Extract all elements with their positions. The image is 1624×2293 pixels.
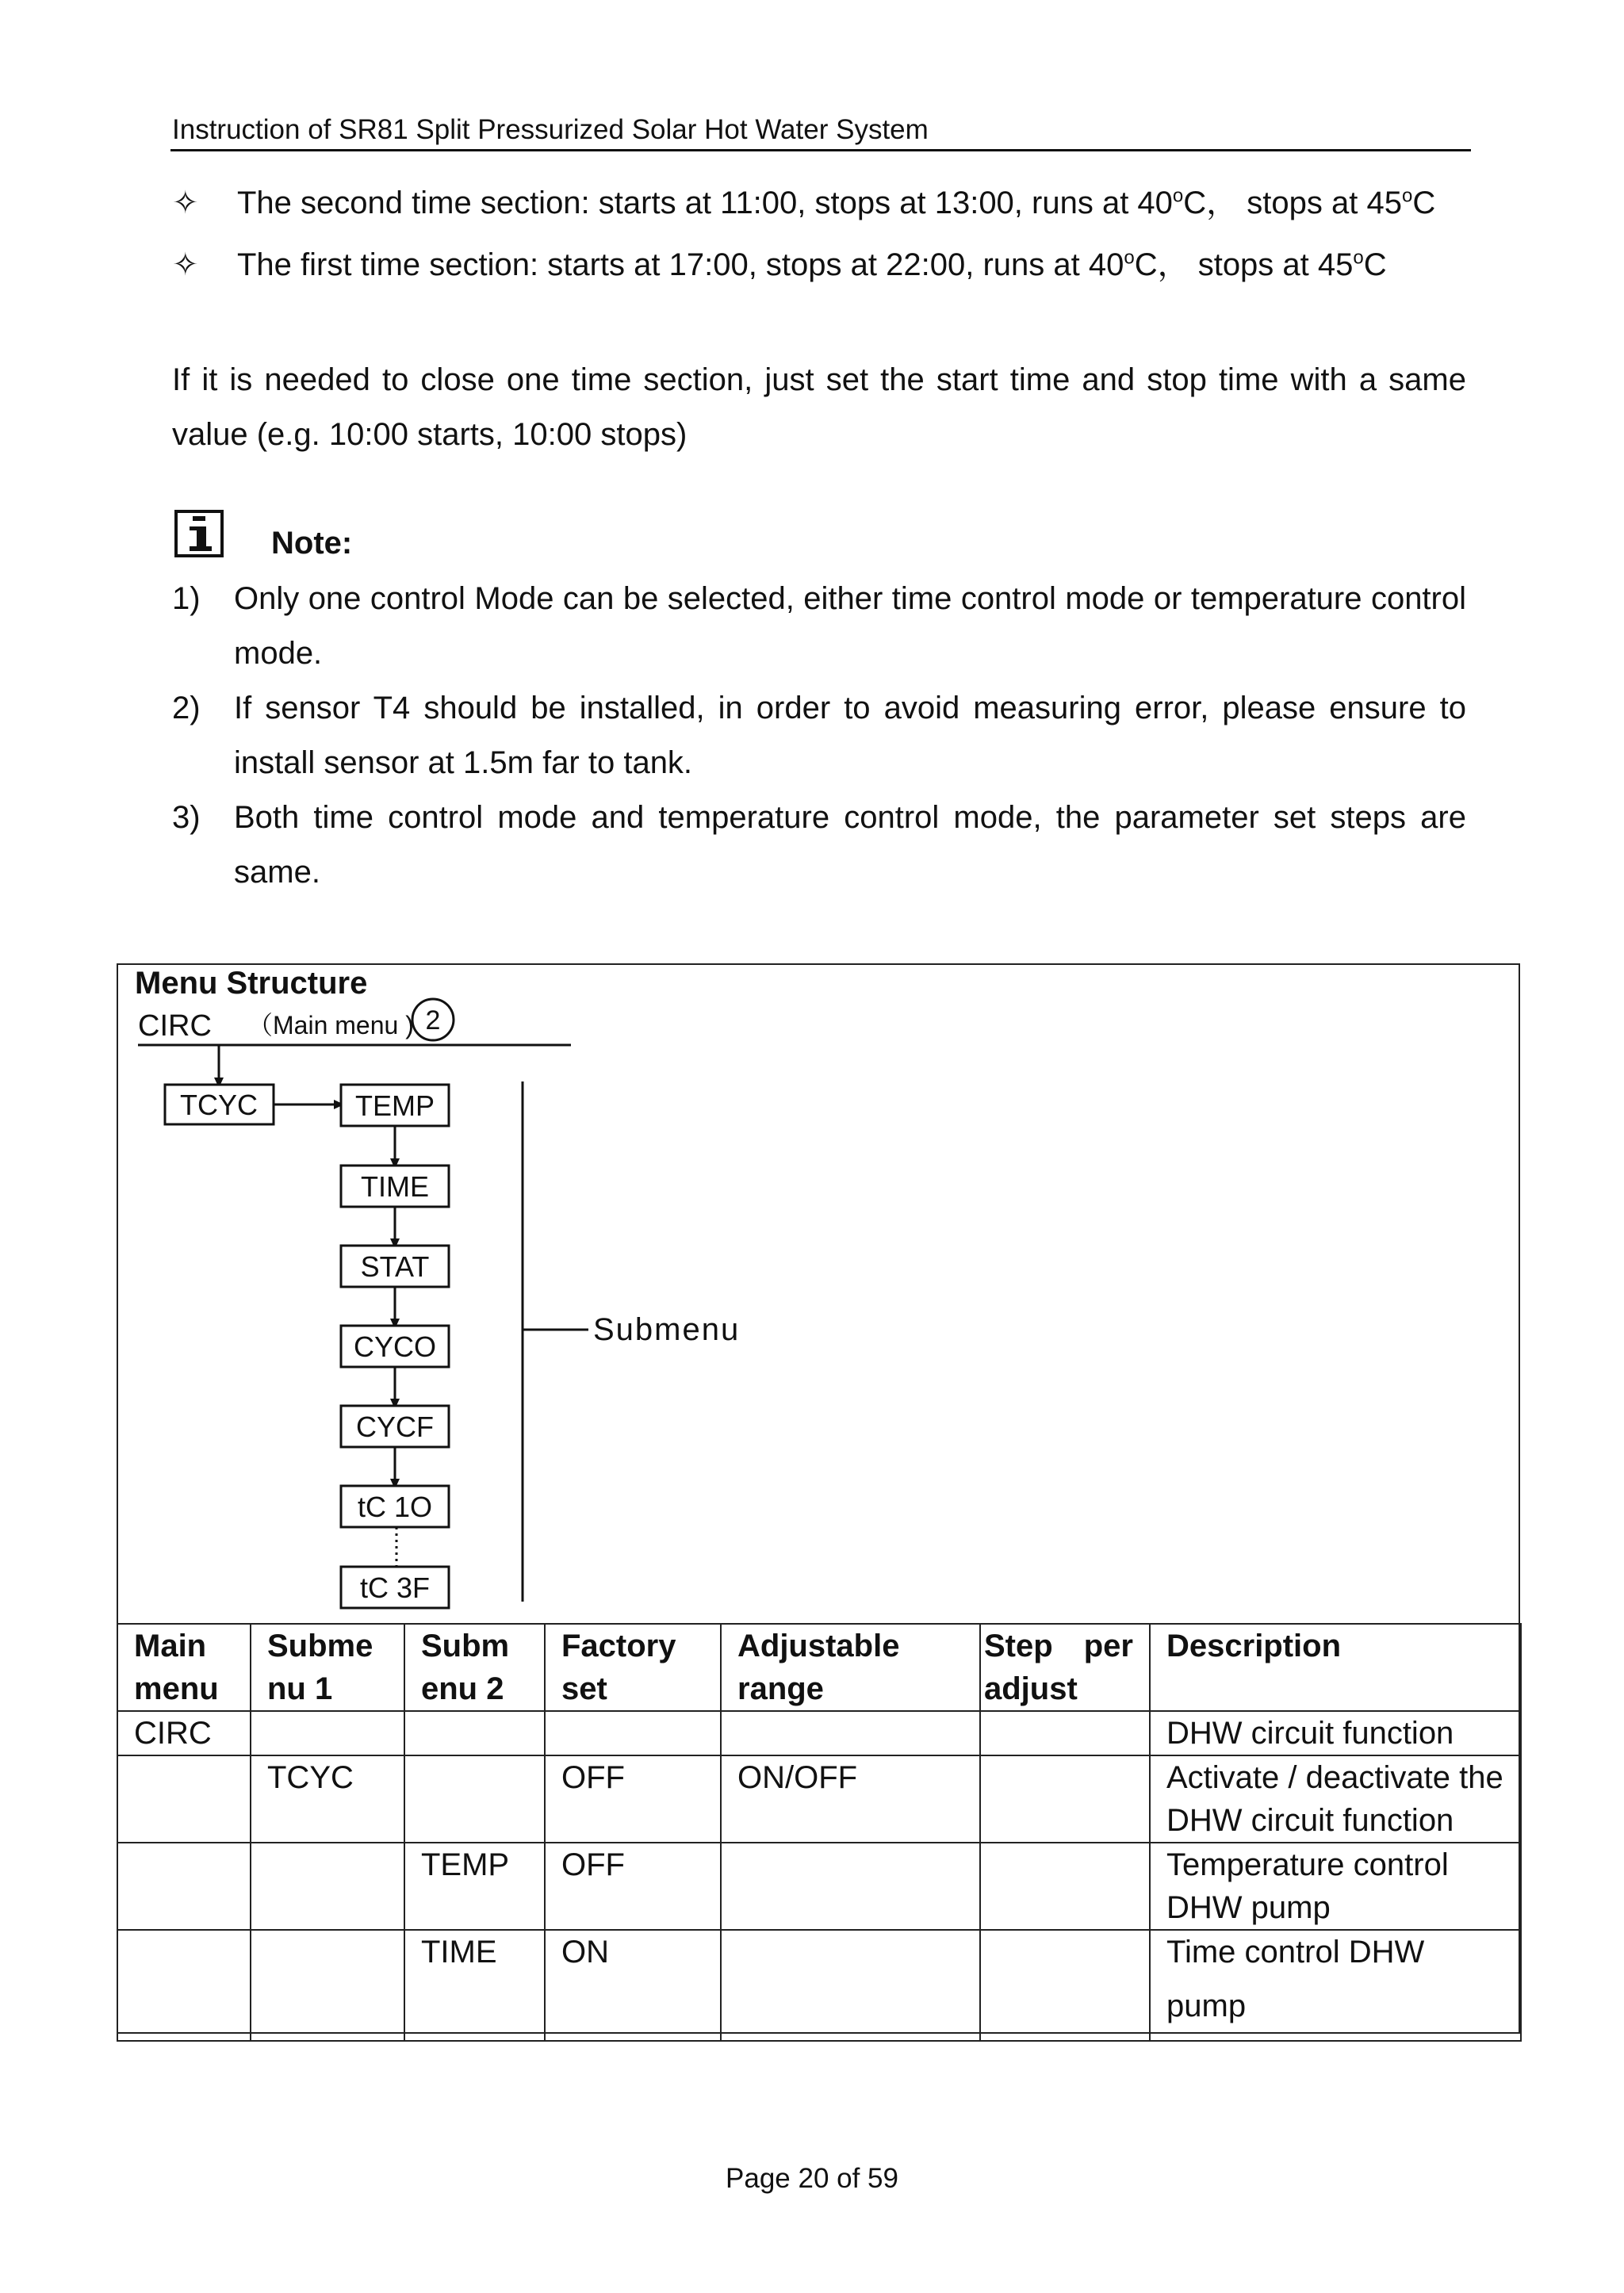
table-row: CIRC DHW circuit function xyxy=(117,1711,1521,1755)
tcyc-label: TCYC xyxy=(180,1089,258,1121)
svg-text:STAT: STAT xyxy=(360,1250,430,1283)
bullet-text: The second time section: starts at 11:00, stops at 13:00, runs at 40$^o$C， stops at 45$^o$C xyxy=(237,185,1436,220)
table-row: TIME ON Time control DHW pump xyxy=(117,1930,1521,2041)
menu-structure-title: Menu Structure xyxy=(135,966,368,1001)
table-header-row xyxy=(117,1624,1521,1711)
header-main-menu: Main menu xyxy=(117,1624,251,1711)
bullet-text: The first time section: starts at 17:00, stops at 22:00, runs at 40$^o$C， stops at 45$^o$C xyxy=(237,247,1387,282)
header-factory-set: Factory set xyxy=(545,1624,721,1711)
svg-text:CYCO: CYCO xyxy=(353,1330,437,1363)
submenu-item xyxy=(341,1486,449,1527)
note-item-3: 3) Both time control mode and temperature control mode, the parameter set steps are same. xyxy=(172,800,1466,890)
svg-text:TEMP: TEMP xyxy=(354,1089,435,1122)
header-description: Description xyxy=(1150,1624,1521,1711)
svg-text:CYCF: CYCF xyxy=(356,1411,434,1443)
parameter-table xyxy=(117,1623,1522,2042)
table-row: TEMP OFF Temperature control DHW pump xyxy=(117,1843,1521,1930)
header-adjustable-range: Adjustable range xyxy=(721,1624,980,1711)
table-row: TCYC OFF ON/OFF Activate / deactivate the DHW circuit function xyxy=(117,1755,1521,1843)
note-item-1: 1) Only one control Mode can be selected, either time control mode or temperature control mode. xyxy=(172,581,1466,671)
submenu-item xyxy=(341,1406,449,1447)
page-number: Page 20 of 59 xyxy=(726,2163,898,2194)
note-title: Note: xyxy=(271,526,353,561)
header-submenu-2: Subm enu 2 xyxy=(404,1624,545,1711)
submenu-item xyxy=(341,1246,449,1287)
header-submenu-1: Subme nu 1 xyxy=(251,1624,404,1711)
paragraph: If it is needed to close one time section, just set the start time and stop time with a same value (e.g. 10:00 starts, 10:00 stops) xyxy=(172,362,1466,452)
page-header: Instruction of SR81 Split Pressurized Solar Hot Water System xyxy=(172,114,929,145)
submenu-item xyxy=(341,1166,449,1207)
menu-number: 2 xyxy=(425,1005,441,1035)
menu-root: CIRC xyxy=(138,1009,212,1043)
submenu-item xyxy=(341,1326,449,1367)
submenu-label: Submenu xyxy=(593,1312,741,1347)
submenu-item xyxy=(341,1085,449,1126)
sparkle-icon: ✧ xyxy=(172,186,199,220)
sparkle-icon: ✧ xyxy=(172,247,199,282)
svg-text:TIME: TIME xyxy=(361,1170,429,1203)
header-step-per-adjust: Step per adjust xyxy=(980,1624,1150,1711)
note-item-2: 2) If sensor T4 should be installed, in order to avoid measuring error, please ensure to install sensor at 1.5m far to tank. xyxy=(172,691,1466,780)
main-menu-label: （Main menu ) xyxy=(247,1011,414,1039)
svg-text:tC 1O: tC 1O xyxy=(357,1491,433,1523)
svg-text:tC 3F: tC 3F xyxy=(359,1571,431,1604)
submenu-item xyxy=(341,1567,449,1608)
